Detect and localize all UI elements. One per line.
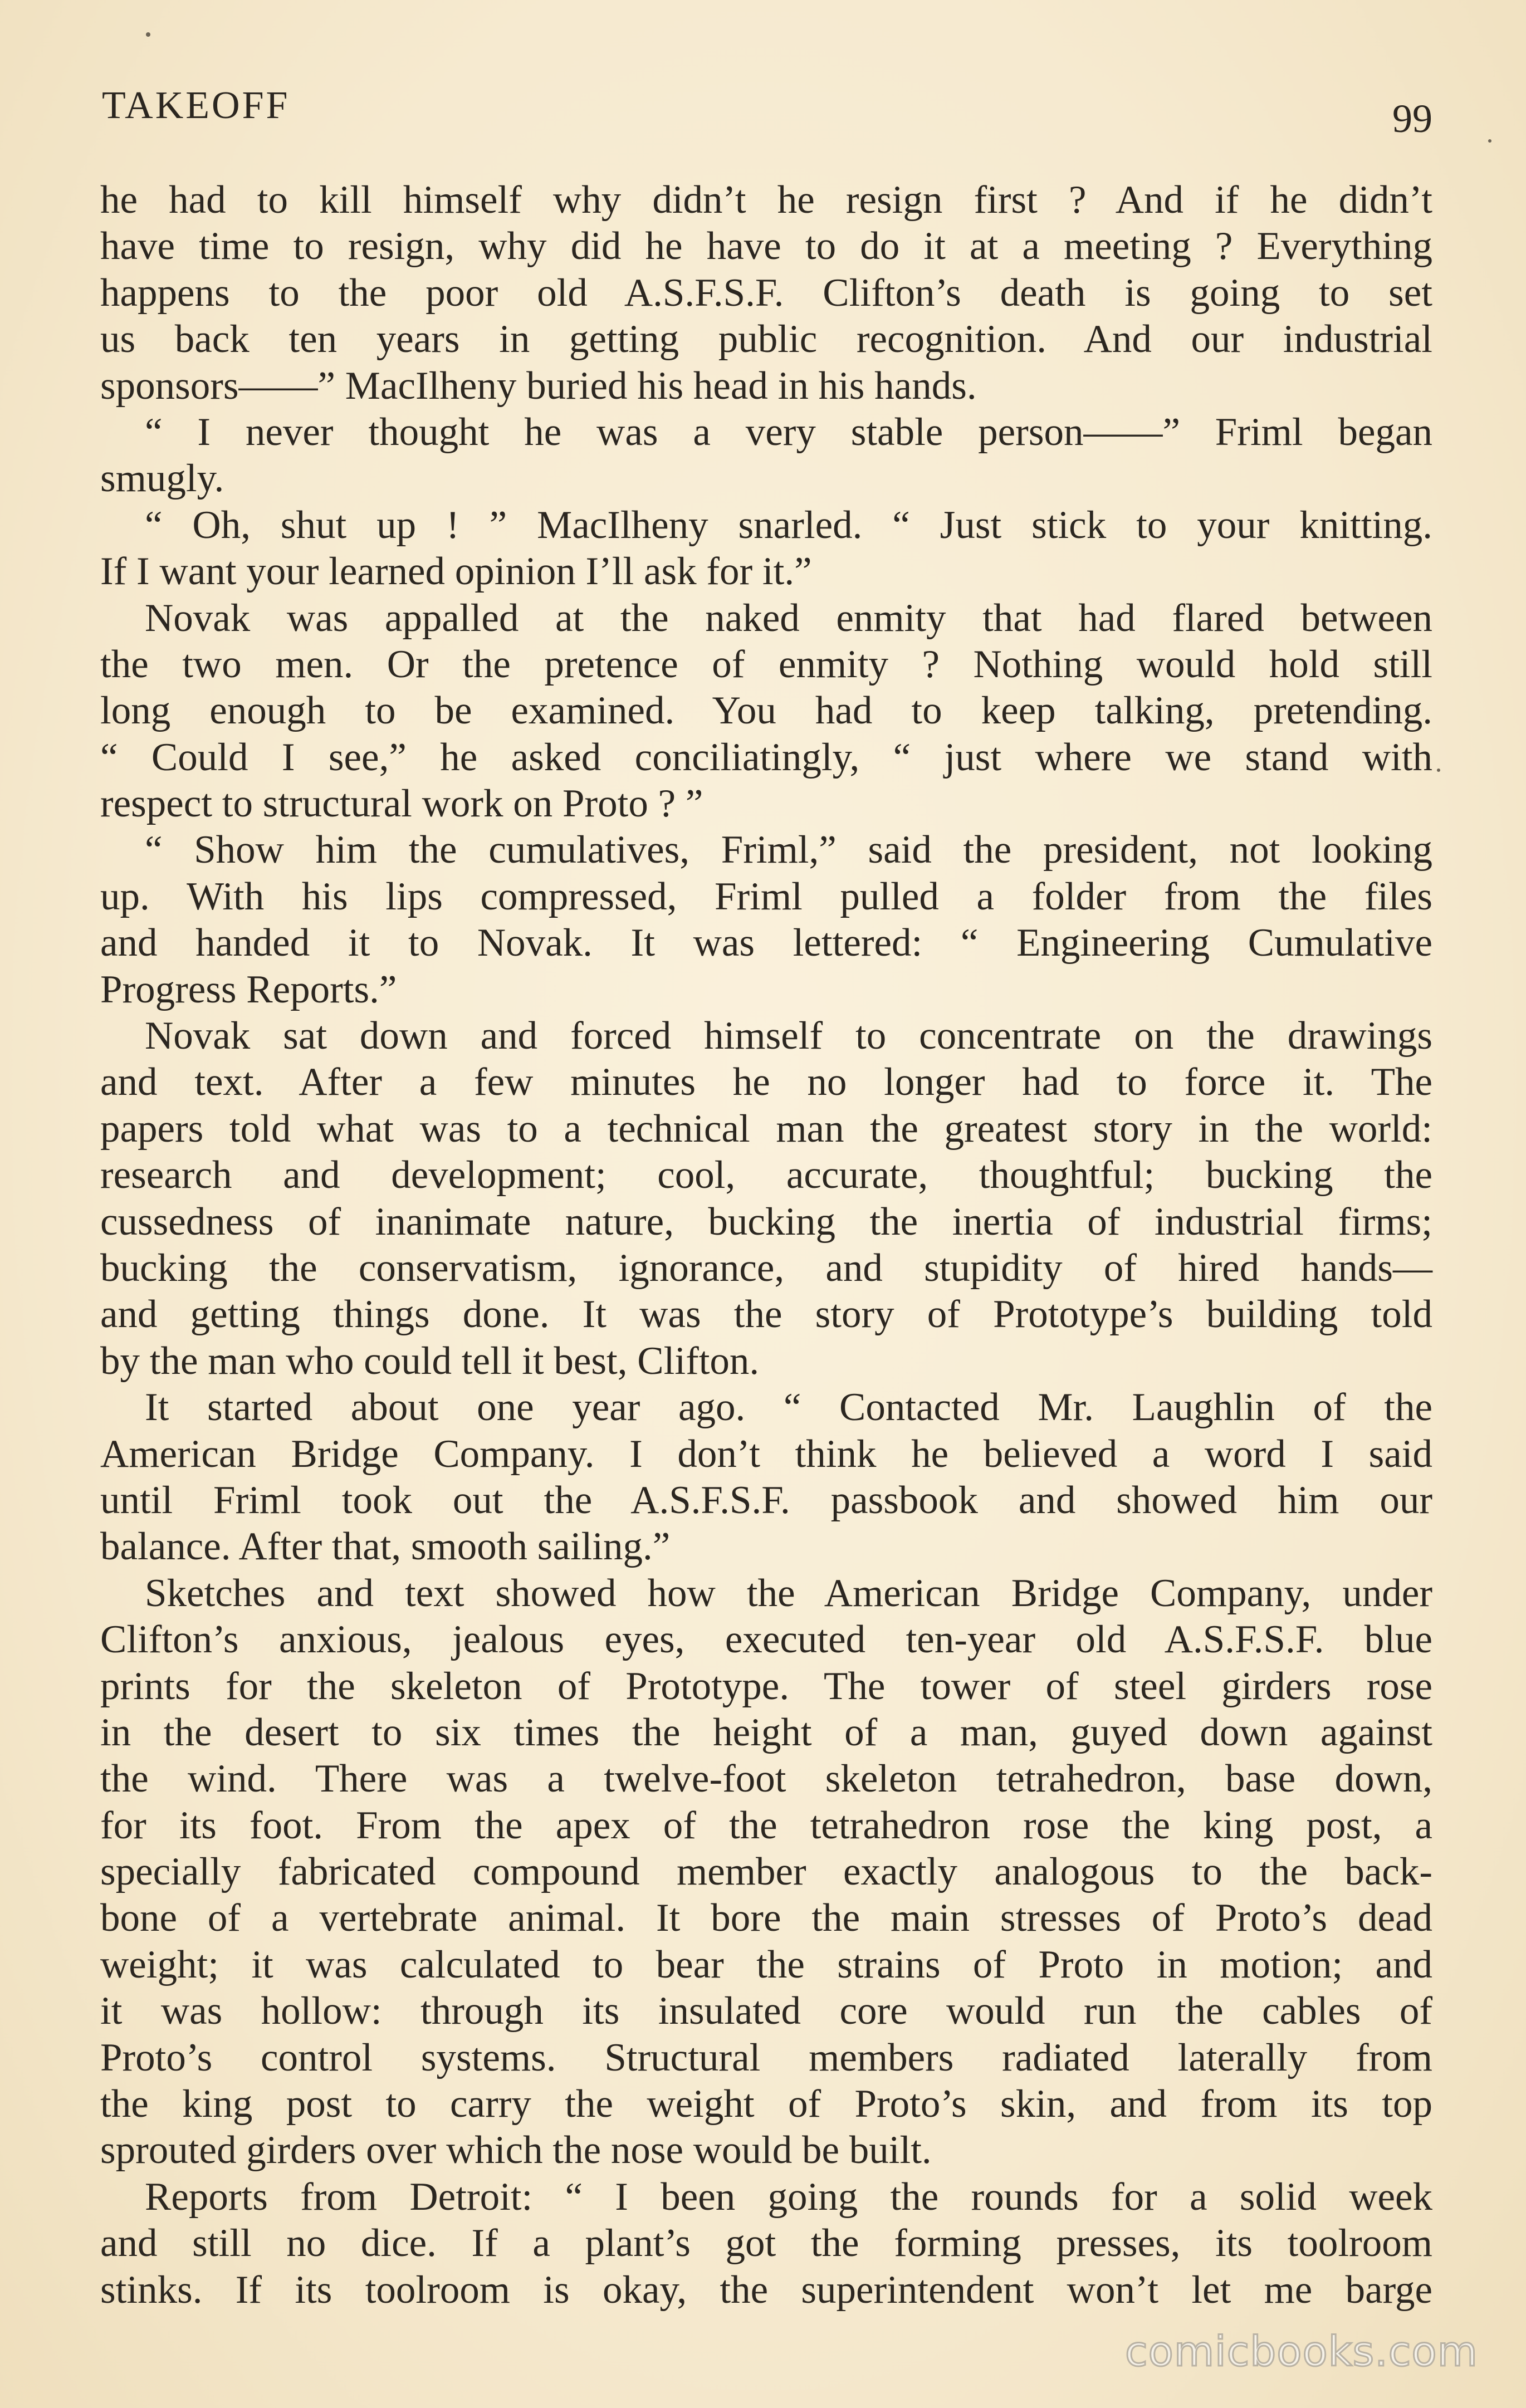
text-line: and still no dice. If a plant’s got the forming presses, its toolroom: [100, 2221, 1432, 2265]
page-number: 99: [1392, 96, 1432, 141]
paper-speck: [1437, 769, 1440, 772]
text-line: happens to the poor old A.S.F.S.F. Clifton’s death is going to set: [100, 271, 1432, 315]
text-line: smugly.: [100, 457, 224, 501]
text-line: research and development; cool, accurate, thoughtful; bucking the: [100, 1153, 1432, 1197]
text-line: Novak sat down and forced himself to concentrate on the drawings: [145, 1014, 1432, 1058]
text-line: Reports from Detroit: “ I been going the rounds for a solid week: [145, 2175, 1432, 2219]
text-line: Novak was appalled at the naked enmity that had flared between: [145, 596, 1432, 640]
text-line: “ Show him the cumulatives, Friml,” said the president, not looking: [145, 828, 1432, 872]
text-line: Clifton’s anxious, jealous eyes, executed ten-year old A.S.F.S.F. blue: [100, 1618, 1432, 1662]
text-line: cussedness of inanimate nature, bucking the inertia of industrial firms;: [100, 1200, 1432, 1244]
text-line: papers told what was to a technical man the greatest story in the world:: [100, 1107, 1432, 1151]
text-line: and getting things done. It was the story of Prototype’s building told: [100, 1293, 1432, 1337]
text-line: and text. After a few minutes he no longer had to force it. The: [100, 1060, 1432, 1104]
watermark: comicbooks.com: [1125, 2328, 1478, 2376]
text-line: respect to structural work on Proto ? ”: [100, 782, 703, 826]
text-line: by the man who could tell it best, Clifton.: [100, 1339, 760, 1383]
text-line: it was hollow: through its insulated core would run the cables of: [100, 1989, 1432, 2033]
text-line: sponsors——” MacIlheny buried his head in his hands.: [100, 364, 977, 408]
text-line: the two men. Or the pretence of enmity ? Nothing would hold still: [100, 642, 1432, 686]
running-title: TAKEOFF: [102, 84, 290, 127]
text-line: stinks. If its toolroom is okay, the superintendent won’t let me barge: [100, 2268, 1432, 2312]
text-line: Progress Reports.”: [100, 967, 397, 1011]
body-text: [100, 177, 1432, 2313]
text-line: for its foot. From the apex of the tetrahedron rose the king post, a: [100, 1803, 1432, 1847]
text-line: until Friml took out the A.S.F.S.F. passbook and showed him our: [100, 1478, 1432, 1522]
text-line: long enough to be examined. You had to keep talking, pretending.: [100, 689, 1432, 733]
text-line: balance. After that, smooth sailing.”: [100, 1525, 671, 1569]
text-line: he had to kill himself why didn’t he resign first ? And if he didn’t: [100, 178, 1432, 222]
text-line: “ Could I see,” he asked conciliatingly, “ just where we stand with: [100, 735, 1432, 779]
text-line: and handed it to Novak. It was lettered: “ Engineering Cumulative: [100, 921, 1432, 965]
text-line: up. With his lips compressed, Friml pulled a folder from the files: [100, 874, 1432, 918]
text-line: sprouted girders over which the nose would be built.: [100, 2128, 932, 2172]
text-line: in the desert to six times the height of a man, guyed down against: [100, 1710, 1432, 1754]
text-line: bucking the conservatism, ignorance, and stupidity of hired hands—: [100, 1246, 1432, 1290]
text-line: Sketches and text showed how the American Bridge Company, under: [145, 1571, 1432, 1615]
text-line: American Bridge Company. I don’t think he believed a word I said: [100, 1432, 1432, 1476]
text-line: Proto’s control systems. Structural members radiated laterally from: [100, 2035, 1432, 2079]
text-line: prints for the skeleton of Prototype. The tower of steel girders rose: [100, 1664, 1432, 1708]
text-line: If I want your learned opinion I’ll ask for it.”: [100, 550, 812, 594]
paper-speck: [1488, 139, 1491, 143]
text-line: the wind. There was a twelve-foot skeleton tetrahedron, base down,: [100, 1757, 1432, 1801]
text-line: It started about one year ago. “ Contacted Mr. Laughlin of the: [145, 1386, 1432, 1430]
text-line: have time to resign, why did he have to do it at a meeting ? Everything: [100, 224, 1432, 268]
paper-speck: [146, 32, 150, 37]
text-line: us back ten years in getting public recognition. And our industrial: [100, 317, 1432, 361]
text-line: specially fabricated compound member exactly analogous to the back-: [100, 1850, 1432, 1894]
text-line: “ Oh, shut up ! ” MacIlheny snarled. “ Just stick to your knitting.: [145, 503, 1432, 547]
text-line: “ I never thought he was a very stable person——” Friml began: [145, 410, 1432, 454]
text-line: bone of a vertebrate animal. It bore the main stresses of Proto’s dead: [100, 1896, 1432, 1940]
text-line: the king post to carry the weight of Proto’s skin, and from its top: [100, 2082, 1432, 2126]
text-line: weight; it was calculated to bear the strains of Proto in motion; and: [100, 1942, 1432, 1986]
